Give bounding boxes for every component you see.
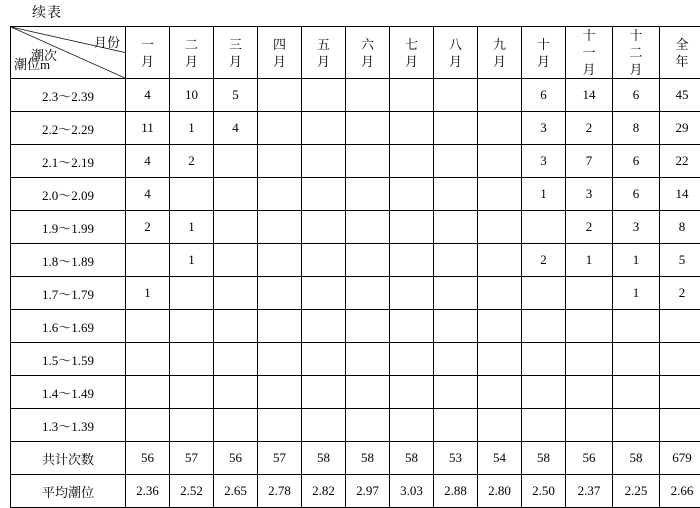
cell bbox=[302, 112, 346, 145]
cell bbox=[434, 277, 478, 310]
row-label: 1.9～1.99 bbox=[11, 211, 126, 244]
cell bbox=[478, 310, 522, 343]
cell: 58 bbox=[390, 442, 434, 475]
cell bbox=[522, 310, 566, 343]
cell bbox=[346, 145, 390, 178]
cell bbox=[478, 112, 522, 145]
cell bbox=[434, 310, 478, 343]
cell bbox=[390, 376, 434, 409]
cell: 56 bbox=[566, 442, 613, 475]
cell bbox=[346, 310, 390, 343]
cell: 56 bbox=[126, 442, 170, 475]
cell bbox=[302, 343, 346, 376]
cell bbox=[566, 277, 613, 310]
row-label: 共计次数 bbox=[11, 442, 126, 475]
cell bbox=[214, 145, 258, 178]
cell: 54 bbox=[478, 442, 522, 475]
cell bbox=[170, 409, 214, 442]
cell: 5 bbox=[660, 244, 700, 277]
cell: 2 bbox=[170, 145, 214, 178]
cell bbox=[660, 343, 700, 376]
cell bbox=[390, 178, 434, 211]
cell: 5 bbox=[214, 79, 258, 112]
cell: 6 bbox=[613, 145, 660, 178]
cell: 58 bbox=[522, 442, 566, 475]
cell: 1 bbox=[170, 211, 214, 244]
cell bbox=[302, 376, 346, 409]
cell bbox=[522, 409, 566, 442]
cell bbox=[390, 79, 434, 112]
cell bbox=[434, 409, 478, 442]
cell: 57 bbox=[170, 442, 214, 475]
cell bbox=[302, 145, 346, 178]
cell bbox=[566, 376, 613, 409]
cell bbox=[302, 79, 346, 112]
cell bbox=[126, 343, 170, 376]
cell bbox=[170, 376, 214, 409]
row-label: 平均潮位 bbox=[11, 475, 126, 508]
cell bbox=[613, 409, 660, 442]
row-label: 1.6～1.69 bbox=[11, 310, 126, 343]
cell: 14 bbox=[660, 178, 700, 211]
column-header-jul: 七月 bbox=[390, 27, 434, 79]
cell bbox=[302, 310, 346, 343]
cell bbox=[258, 343, 302, 376]
cell bbox=[390, 310, 434, 343]
cell: 45 bbox=[660, 79, 700, 112]
cell bbox=[126, 244, 170, 277]
cell bbox=[346, 244, 390, 277]
table-row bbox=[11, 178, 700, 211]
cell bbox=[302, 178, 346, 211]
table-row bbox=[11, 277, 700, 310]
row-label: 2.3～2.39 bbox=[11, 79, 126, 112]
column-header-may: 五月 bbox=[302, 27, 346, 79]
cell bbox=[126, 310, 170, 343]
cell bbox=[434, 145, 478, 178]
row-label: 2.1～2.19 bbox=[11, 145, 126, 178]
cell bbox=[434, 178, 478, 211]
cell: 3 bbox=[522, 145, 566, 178]
row-label: 2.2～2.29 bbox=[11, 112, 126, 145]
cell bbox=[170, 277, 214, 310]
column-header-aug: 八月 bbox=[434, 27, 478, 79]
cell: 1 bbox=[613, 244, 660, 277]
cell: 2 bbox=[660, 277, 700, 310]
cell: 2.97 bbox=[346, 475, 390, 508]
cell: 2.78 bbox=[258, 475, 302, 508]
cell: 6 bbox=[522, 79, 566, 112]
corner-level-label: 潮位m bbox=[14, 54, 50, 73]
cell bbox=[566, 310, 613, 343]
cell bbox=[214, 409, 258, 442]
cell: 1 bbox=[126, 277, 170, 310]
cell: 10 bbox=[170, 79, 214, 112]
cell bbox=[302, 277, 346, 310]
cell bbox=[522, 376, 566, 409]
cell bbox=[258, 145, 302, 178]
cell bbox=[258, 409, 302, 442]
cell: 2 bbox=[522, 244, 566, 277]
cell bbox=[566, 343, 613, 376]
summary-row-average-tide-level bbox=[11, 475, 700, 508]
cell bbox=[613, 310, 660, 343]
cell bbox=[302, 244, 346, 277]
cell: 58 bbox=[346, 442, 390, 475]
cell: 1 bbox=[613, 277, 660, 310]
cell bbox=[346, 211, 390, 244]
table-row bbox=[11, 211, 700, 244]
cell bbox=[522, 211, 566, 244]
cell: 8 bbox=[660, 211, 700, 244]
tide-frequency-table bbox=[10, 26, 700, 508]
cell bbox=[566, 409, 613, 442]
cell bbox=[214, 343, 258, 376]
cell bbox=[434, 343, 478, 376]
cell bbox=[346, 112, 390, 145]
cell: 58 bbox=[613, 442, 660, 475]
cell: 58 bbox=[302, 442, 346, 475]
cell: 6 bbox=[613, 178, 660, 211]
column-header-apr: 四月 bbox=[258, 27, 302, 79]
cell bbox=[214, 244, 258, 277]
cell: 4 bbox=[126, 79, 170, 112]
cell bbox=[390, 112, 434, 145]
cell bbox=[346, 409, 390, 442]
cell: 57 bbox=[258, 442, 302, 475]
cell: 22 bbox=[660, 145, 700, 178]
cell bbox=[434, 211, 478, 244]
column-header-dec: 十二月 bbox=[613, 27, 660, 79]
table-row bbox=[11, 409, 700, 442]
cell: 2 bbox=[566, 112, 613, 145]
cell: 11 bbox=[126, 112, 170, 145]
cell bbox=[258, 310, 302, 343]
cell: 6 bbox=[613, 79, 660, 112]
table-row bbox=[11, 244, 700, 277]
cell: 2.66 bbox=[660, 475, 700, 508]
cell bbox=[390, 409, 434, 442]
cell bbox=[346, 376, 390, 409]
cell: 2.88 bbox=[434, 475, 478, 508]
row-label: 1.7～1.79 bbox=[11, 277, 126, 310]
cell bbox=[346, 343, 390, 376]
cell bbox=[478, 178, 522, 211]
column-header-nov: 十一月 bbox=[566, 27, 613, 79]
cell bbox=[522, 343, 566, 376]
cell: 3 bbox=[613, 211, 660, 244]
cell: 3.03 bbox=[390, 475, 434, 508]
cell bbox=[346, 178, 390, 211]
cell bbox=[258, 112, 302, 145]
cell: 2.80 bbox=[478, 475, 522, 508]
column-header-mar: 三月 bbox=[214, 27, 258, 79]
cell bbox=[390, 277, 434, 310]
cell bbox=[390, 244, 434, 277]
cell: 2.50 bbox=[522, 475, 566, 508]
table-row bbox=[11, 112, 700, 145]
cell bbox=[346, 79, 390, 112]
cell bbox=[522, 277, 566, 310]
row-label: 2.0～2.09 bbox=[11, 178, 126, 211]
cell bbox=[214, 277, 258, 310]
cell: 2.36 bbox=[126, 475, 170, 508]
cell: 4 bbox=[214, 112, 258, 145]
continued-table-label: 续表 bbox=[32, 6, 692, 22]
cell bbox=[214, 376, 258, 409]
cell bbox=[258, 376, 302, 409]
cell bbox=[478, 409, 522, 442]
row-label: 1.4～1.49 bbox=[11, 376, 126, 409]
cell bbox=[214, 211, 258, 244]
cell bbox=[170, 310, 214, 343]
corner-month-label: 月份 bbox=[94, 32, 120, 51]
cell: 4 bbox=[126, 178, 170, 211]
cell bbox=[170, 178, 214, 211]
cell: 53 bbox=[434, 442, 478, 475]
cell bbox=[258, 178, 302, 211]
column-header-oct: 十月 bbox=[522, 27, 566, 79]
table-header-row bbox=[11, 27, 700, 79]
cell: 3 bbox=[566, 178, 613, 211]
column-header-jun: 六月 bbox=[346, 27, 390, 79]
cell: 14 bbox=[566, 79, 613, 112]
cell: 1 bbox=[566, 244, 613, 277]
cell: 29 bbox=[660, 112, 700, 145]
cell bbox=[478, 244, 522, 277]
cell: 2.65 bbox=[214, 475, 258, 508]
cell bbox=[390, 145, 434, 178]
column-header-jan: 一月 bbox=[126, 27, 170, 79]
row-label: 1.3～1.39 bbox=[11, 409, 126, 442]
column-header-feb: 二月 bbox=[170, 27, 214, 79]
cell bbox=[258, 277, 302, 310]
cell: 2 bbox=[126, 211, 170, 244]
table-row bbox=[11, 343, 700, 376]
cell: 3 bbox=[522, 112, 566, 145]
row-label: 1.5～1.59 bbox=[11, 343, 126, 376]
cell: 4 bbox=[126, 145, 170, 178]
cell bbox=[478, 277, 522, 310]
cell bbox=[170, 343, 214, 376]
cell: 1 bbox=[170, 244, 214, 277]
cell bbox=[126, 409, 170, 442]
cell bbox=[660, 376, 700, 409]
table-row bbox=[11, 310, 700, 343]
cell bbox=[302, 211, 346, 244]
cell bbox=[434, 376, 478, 409]
cell: 2.52 bbox=[170, 475, 214, 508]
table-row bbox=[11, 79, 700, 112]
table-row bbox=[11, 145, 700, 178]
cell bbox=[434, 112, 478, 145]
cell bbox=[126, 376, 170, 409]
cell: 679 bbox=[660, 442, 700, 475]
cell bbox=[258, 211, 302, 244]
cell bbox=[258, 244, 302, 277]
cell bbox=[390, 211, 434, 244]
cell: 2.25 bbox=[613, 475, 660, 508]
cell: 2.37 bbox=[566, 475, 613, 508]
cell bbox=[478, 343, 522, 376]
column-header-sep: 九月 bbox=[478, 27, 522, 79]
column-header-year: 全年 bbox=[660, 27, 700, 79]
summary-row-total-count bbox=[11, 442, 700, 475]
cell bbox=[214, 178, 258, 211]
cell bbox=[390, 343, 434, 376]
cell bbox=[613, 376, 660, 409]
row-label: 1.8～1.89 bbox=[11, 244, 126, 277]
cell bbox=[434, 79, 478, 112]
cell: 2.82 bbox=[302, 475, 346, 508]
cell bbox=[478, 145, 522, 178]
cell: 7 bbox=[566, 145, 613, 178]
cell bbox=[434, 244, 478, 277]
cell: 1 bbox=[170, 112, 214, 145]
corner-tide-label: 潮次 bbox=[31, 45, 57, 64]
cell bbox=[660, 409, 700, 442]
cell bbox=[302, 409, 346, 442]
cell: 1 bbox=[522, 178, 566, 211]
cell: 2 bbox=[566, 211, 613, 244]
cell bbox=[258, 79, 302, 112]
cell bbox=[478, 79, 522, 112]
cell bbox=[478, 211, 522, 244]
cell: 8 bbox=[613, 112, 660, 145]
cell bbox=[214, 310, 258, 343]
table-row bbox=[11, 376, 700, 409]
cell bbox=[613, 343, 660, 376]
cell bbox=[346, 277, 390, 310]
cell: 56 bbox=[214, 442, 258, 475]
corner-header-cell bbox=[11, 27, 126, 79]
cell bbox=[478, 376, 522, 409]
cell bbox=[660, 310, 700, 343]
